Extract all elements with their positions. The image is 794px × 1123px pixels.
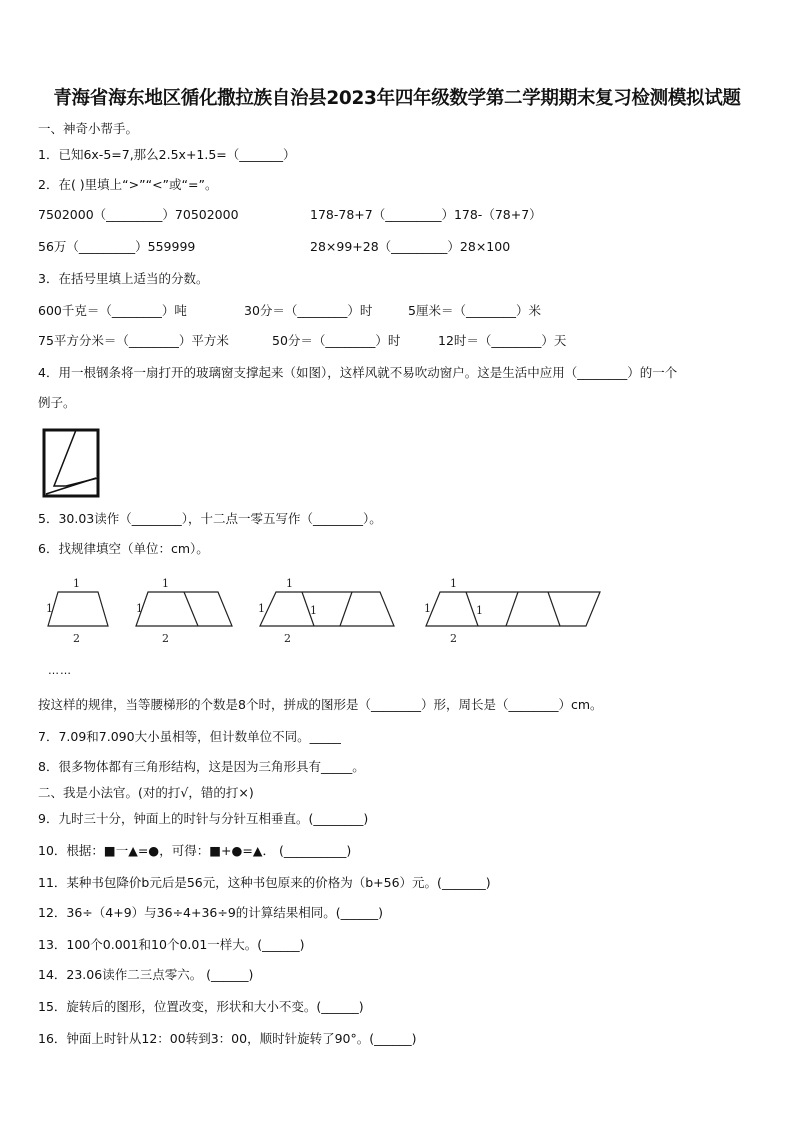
- question-16: 16．钟面上时针从12：00转到3：00，顺时针旋转了90°。(______): [38, 1031, 417, 1046]
- pattern-2-side-label: 1: [136, 602, 143, 615]
- pattern-4-trapezoids: [424, 577, 600, 645]
- pattern-4-top-label: 1: [450, 577, 457, 590]
- pattern-1-trapezoid: [46, 577, 108, 645]
- section-1-heading: 一、神奇小帮手。: [38, 121, 139, 136]
- pattern-4-inner-label: 1: [476, 604, 483, 617]
- page-title: 青海省海东地区循化撒拉族自治县2023年四年级数学第二学期期末复习检测模拟试题: [53, 88, 741, 109]
- pattern-2-bottom-label: 2: [162, 632, 169, 645]
- question-2c: 56万（_________）559999: [38, 239, 196, 254]
- question-10: 10．根据：■一▲=●，可得：■+●=▲． (__________): [38, 843, 352, 858]
- pattern-4-side-label: 1: [424, 602, 431, 615]
- pattern-2-top-label: 1: [162, 577, 169, 590]
- section-2-heading: 二、我是小法官。(对的打√，错的打×): [38, 785, 254, 800]
- question-8: 8．很多物体都有三角形结构，这是因为三角形具有_____。: [38, 759, 365, 774]
- question-2b: 178-78+7（_________）178-（78+7）: [310, 207, 542, 222]
- question-14: 14．23.06读作二三点零六。 (______): [38, 967, 254, 982]
- pattern-3-inner-label: 1: [310, 604, 317, 617]
- question-3e: 50分＝（________）时: [272, 333, 401, 348]
- question-5: 5．30.03读作（________），十二点一零五写作（________）。: [38, 511, 382, 526]
- question-3: 3．在括号里填上适当的分数。: [38, 271, 209, 286]
- question-6-answer: 按这样的规律，当等腰梯形的个数是8个时，拼成的图形是（________）形，周长是（________）cm。: [38, 697, 603, 712]
- open-window-pane: [54, 430, 98, 486]
- question-12: 12．36÷（4+9）与36÷4+36÷9的计算结果相同。(______): [38, 905, 384, 920]
- pattern-3-top-label: 1: [286, 577, 293, 590]
- question-3d: 75平方分米＝（________）平方米: [38, 333, 229, 348]
- question-4-cont: 例子。: [38, 395, 76, 410]
- window-support-figure: [38, 424, 108, 504]
- question-3b: 30分＝（________）时: [244, 303, 373, 318]
- pattern-1-top-label: 1: [73, 577, 80, 590]
- pattern-3-bottom-label: 2: [284, 632, 291, 645]
- question-13: 13．100个0.001和10个0.01一样大。(______): [38, 937, 305, 952]
- question-3f: 12时＝（________）天: [438, 333, 567, 348]
- pattern-3-trapezoids: [258, 577, 394, 645]
- question-3a: 600千克＝（________）吨: [38, 303, 187, 318]
- question-3c: 5厘米＝（________）米: [408, 303, 541, 318]
- question-6: 6．找规律填空（单位：cm）。: [38, 541, 209, 556]
- pattern-4-bottom-label: 2: [450, 632, 457, 645]
- question-9: 9．九时三十分，钟面上的时针与分针互相垂直。(________): [38, 811, 369, 826]
- question-2a: 7502000（_________）70502000: [38, 207, 239, 222]
- ellipsis: ……: [48, 664, 72, 677]
- question-7: 7．7.09和7.090大小虽相等，但计数单位不同。_____: [38, 729, 341, 744]
- pattern-1-bottom-label: 2: [73, 632, 80, 645]
- question-1: 1．已知6x-5=7,那么2.5x+1.5=（_______）: [38, 147, 296, 162]
- trapezoid-pattern-figure: [38, 572, 618, 648]
- question-2d: 28×99+28（_________）28×100: [310, 239, 511, 254]
- question-15: 15．旋转后的图形，位置改变，形状和大小不变。(______): [38, 999, 364, 1014]
- pattern-3-side-label: 1: [258, 602, 265, 615]
- question-2: 2．在( )里填上“>”“<”或“=”。: [38, 177, 218, 192]
- pattern-2-trapezoids: [136, 577, 232, 645]
- pattern-1-side-label: 1: [46, 602, 53, 615]
- question-11: 11．某种书包降价b元后是56元，这种书包原来的价格为（b+56）元。(_______): [38, 875, 491, 890]
- question-4: 4．用一根钢条将一扇打开的玻璃窗支撑起来（如图），这样风就不易吹动窗户。这是生活中应用（________）的一个: [38, 365, 678, 380]
